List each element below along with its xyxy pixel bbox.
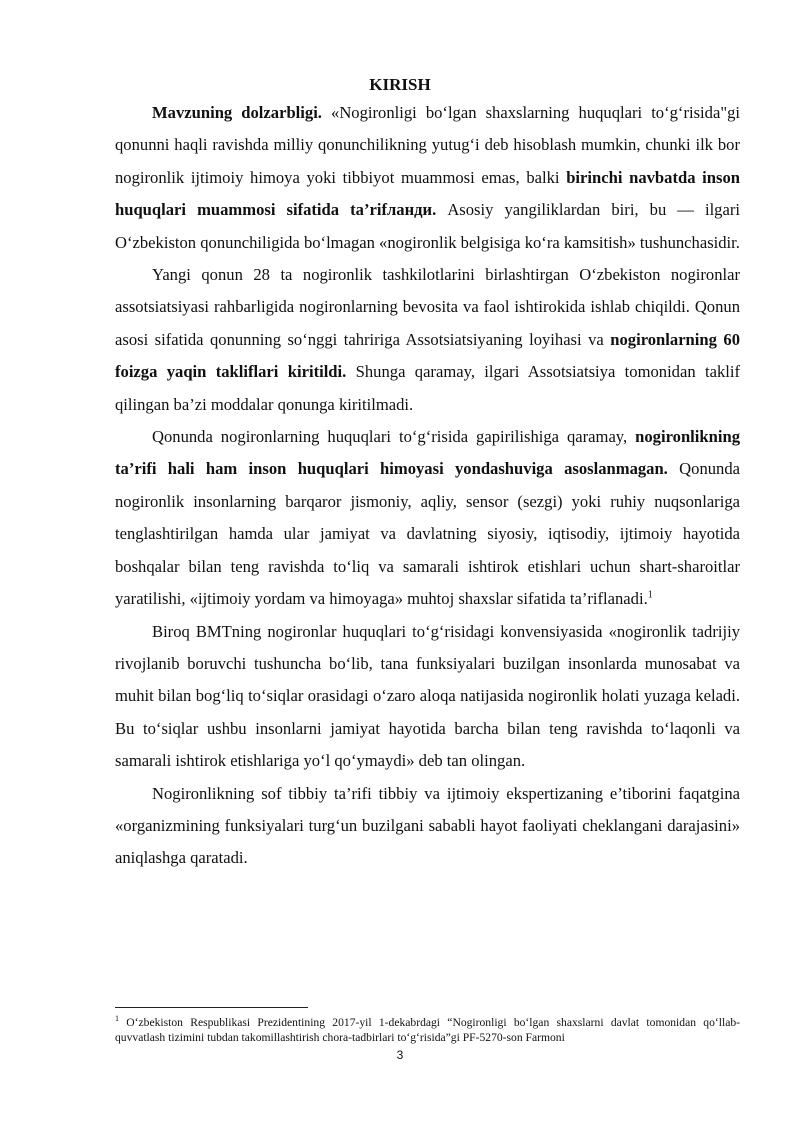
- paragraph-1-bold: birinchi navbatda inson huquqlari muammosi sifatida ta’rifланди.: [115, 167, 741, 220]
- paragraph-1-lead: Mavzuning dolzarbligi.: [152, 103, 322, 122]
- paragraph-5: Nogironlikning sof tibbiy ta’rifi tibbiy va ijtimoiy ekspertizaning e’tiborini faqatgina «organizmining funksiyalari turg‘un buzilgani sababli hayot faoliyati cheklangani darajasini» aniqlashga qaratadi.: [115, 783, 740, 868]
- footnote-divider: [115, 1007, 308, 1008]
- paragraph-1: [115, 97, 740, 259]
- paragraph-3: [115, 421, 740, 615]
- footnote: [115, 1015, 740, 1045]
- footnote-text: O‘zbekiston Respublikasi Prezidentining 2017-yil 1-dekabrdagi “Nogironligi bo‘lgan shaxslarni davlat tomonidan qo‘llab-quvvatlash tizimini tubdan takomillashtirish chora-tadbirlari to‘g‘risida”gi PF-5270-son Farmoni: [115, 1016, 740, 1044]
- paragraph-2: [115, 259, 740, 421]
- paragraph-2-bold: nogironlarning 60 foizga yaqin takliflari kiritildi.: [115, 329, 741, 382]
- paragraph-3-bold: nogironlikning ta’rifi hali ham inson huquqlari himoyasi yondashuviga asoslanmagan.: [115, 427, 740, 479]
- paragraph-4: Biroq BMTning nogironlar huquqlari to‘g‘risidagi konvensiyasida «nogironlik tadrijiy rivojlanib boruvchi tushuncha bo‘lib, tana funksiyalari buzilgan insonlarda munosabat va muhit bilan bog‘liq to‘siqlar orasidagi o‘zaro aloqa natijasida nogironlik holati yuzaga keladi. Bu to‘siqlar ushbu insonlarni jamiyat hayotida barcha bilan teng ravishda to‘laqonli va samarali ishtirok etishlariga yo‘l qo‘ymaydi» deb tan olingan.: [115, 621, 740, 771]
- page-number: 3: [396, 1048, 404, 1062]
- footnote-mark: 1: [115, 1014, 119, 1024]
- paragraph-2-text-1: Yangi qonun 28 ta nogironlik tashkilotlarini birlashtirgan O‘zbekiston nogironlar assotsiatsiyasi rahbarligida nogironlarning bevosita va faol ishtirokida ishlab chiqildi. Qonun asosi sifatida qonunning so‘nggi tahririga Assotsiatsiyaning loyihasi va: [115, 265, 740, 349]
- paragraph-1-text-2: Asosiy yangiliklardan biri, bu — ilgari O‘zbekiston qonunchiligida bo‘lmagan «nogironlik belgisiga ko‘ra kamsitish» tushunchasidir.: [115, 200, 740, 252]
- paragraph-3-text-2: Qonunda nogironlik insonlarning barqaror jismoniy, aqliy, sensor (sezgi) yoki ruhiy nuqsonlariga tenglashtirilgan hamda ular jamiyat va davlatning siyosiy, iqtisodiy, ijtimoiy hayotida boshqalar bilan teng ravishda to‘liq va samarali ishtirok etishlari uchun shart-sharoitlar yaratilishi, «ijtimoiy yordam va himoyaga» muhtoj shaxslar sifatida ta’riflanadi.: [115, 459, 741, 609]
- page-title: KIRISH: [369, 75, 431, 94]
- paragraph-1-text-1: «Nogironligi bo‘lgan shaxslarning huquqlari to‘g‘risida"gi qonunni haqli ravishda milliy qonunchilikning yutug‘i deb hisoblash mumkin, chunki ilk bor nogironlik ijtimoiy himoya yoki tibbiyot muammosi emas, balki: [115, 103, 740, 187]
- body-text: [115, 97, 740, 875]
- footnote-reference[interactable]: 1: [647, 589, 653, 601]
- paragraph-3-text-1: Qonunda nogironlarning huquqlari to‘g‘risida gapirilishiga qaramay,: [152, 427, 636, 447]
- paragraph-2-text-2: Shunga qaramay, ilgari Assotsiatsiya tomonidan taklif qilingan ba’zi moddalar qonunga kiritilmadi.: [115, 362, 741, 414]
